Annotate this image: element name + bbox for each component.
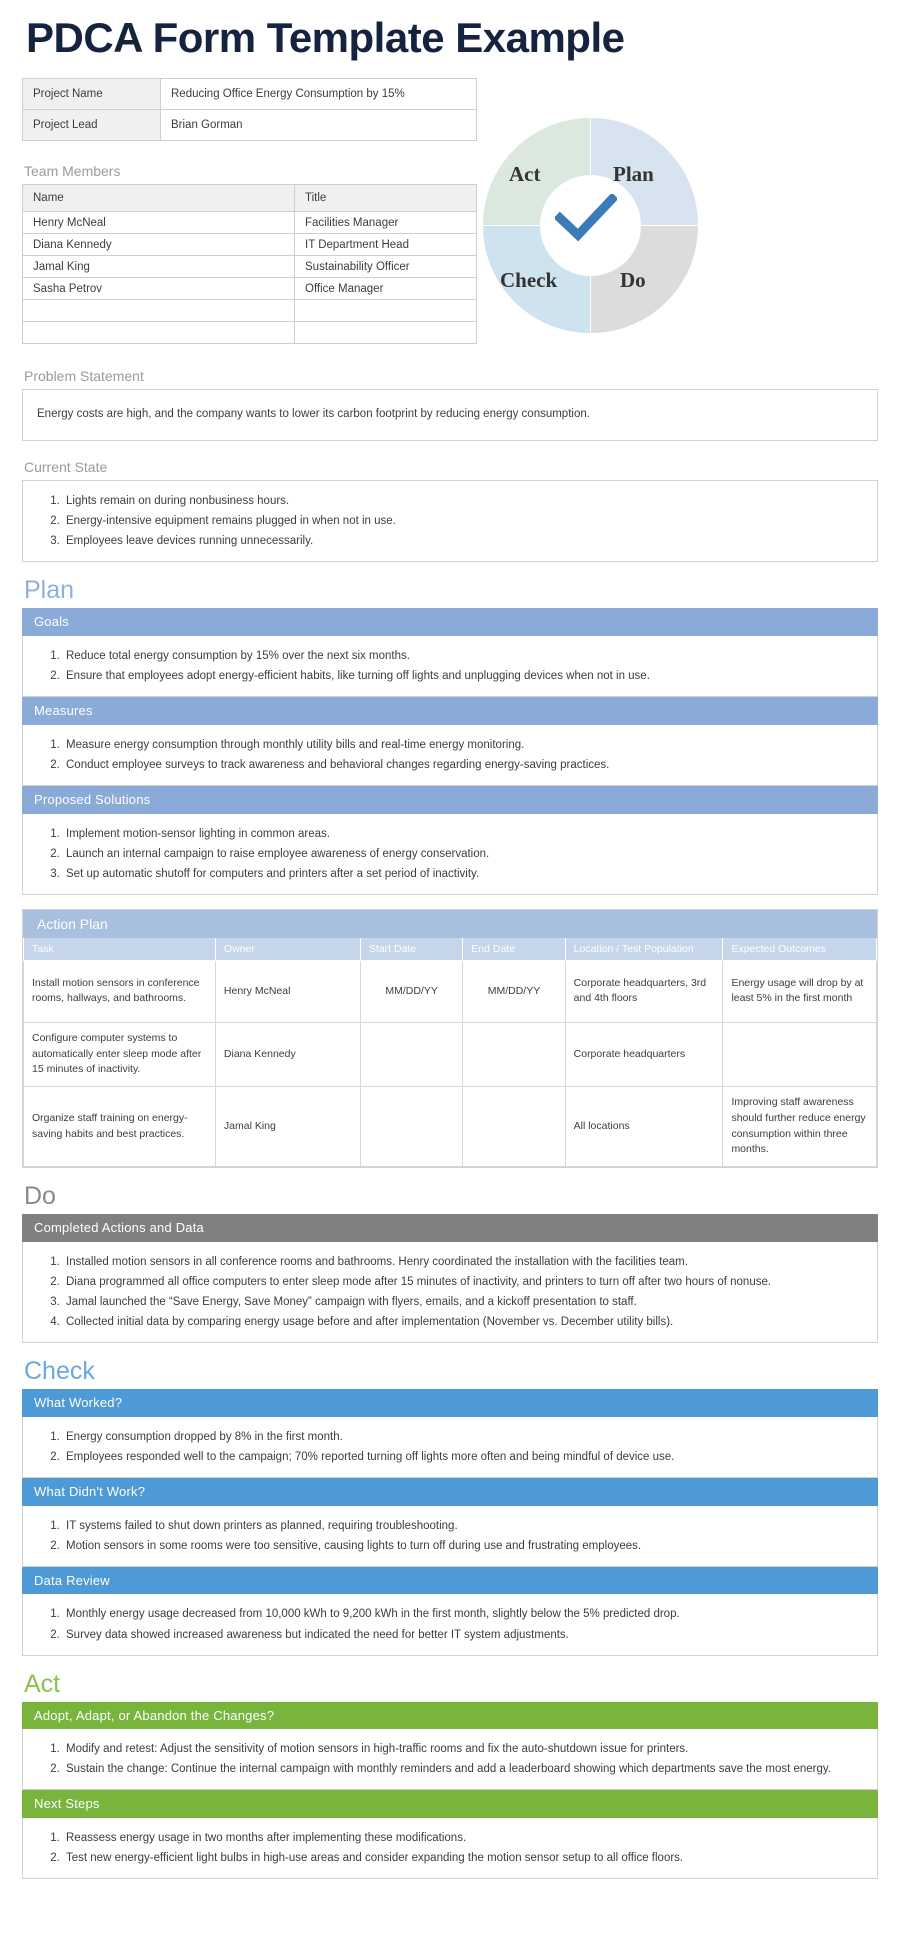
list-item: 2. Survey data showed increased awareness but indicated the need for better IT system adjustments.	[63, 1625, 863, 1645]
section-bar-what-worked: What Worked?	[22, 1389, 878, 1417]
project-lead-label: Project Lead	[23, 110, 161, 141]
measures-list	[37, 735, 863, 775]
table-row	[23, 234, 477, 256]
table-header-row	[24, 938, 877, 961]
next-steps-list	[37, 1828, 863, 1868]
current-state-list	[37, 491, 863, 551]
wheel-label-do: Do	[620, 268, 646, 292]
table-row	[23, 256, 477, 278]
list-item: 1. Monthly energy usage decreased from 10,000 kWh to 9,200 kWh in the first month, slightly below the 5% predicted drop.	[63, 1604, 863, 1624]
table-row	[23, 322, 477, 344]
list-item: 1. Implement motion-sensor lighting in common areas.	[63, 824, 863, 844]
column-header-end-date: End Date	[463, 938, 565, 961]
section-bar-completed-actions: Completed Actions and Data	[22, 1214, 878, 1242]
list-item: 2. Energy-intensive equipment remains plugged in when not in use.	[63, 511, 863, 531]
cell-start-date[interactable]	[360, 1087, 462, 1167]
completed-actions-list	[37, 1252, 863, 1333]
member-name[interactable]: Sasha Petrov	[23, 278, 295, 300]
list-item: 3. Jamal launched the “Save Energy, Save Money” campaign with flyers, emails, and a kickoff presentation to staff.	[63, 1292, 863, 1312]
pdca-wheel-diagram	[483, 118, 698, 333]
cell-task[interactable]: Configure computer systems to automatically enter sleep mode after 15 minutes of inactivity.	[24, 1022, 216, 1086]
column-header-owner: Owner	[215, 938, 360, 961]
cell-start-date[interactable]: MM/DD/YY	[360, 960, 462, 1022]
table-row	[23, 278, 477, 300]
column-header-task: Task	[24, 938, 216, 961]
list-item: 3. Employees leave devices running unnecessarily.	[63, 531, 863, 551]
cell-location[interactable]: Corporate headquarters	[565, 1022, 723, 1086]
next-steps-box[interactable]	[22, 1818, 878, 1879]
what-worked-box[interactable]	[22, 1417, 878, 1478]
adopt-adapt-abandon-list	[37, 1739, 863, 1779]
list-item: 2. Conduct employee surveys to track awareness and behavioral changes regarding energy-saving practices.	[63, 755, 863, 775]
cell-owner[interactable]: Jamal King	[215, 1087, 360, 1167]
member-title[interactable]: IT Department Head	[295, 234, 477, 256]
cell-outcome[interactable]: Improving staff awareness should further reduce energy consumption within three months.	[723, 1087, 877, 1167]
cell-location[interactable]: All locations	[565, 1087, 723, 1167]
list-item: 2. Launch an internal campaign to raise employee awareness of energy conservation.	[63, 844, 863, 864]
member-name[interactable]	[23, 322, 295, 344]
list-item: 2. Ensure that employees adopt energy-efficient habits, like turning off lights and unplugging devices when not in use.	[63, 666, 863, 686]
cell-owner[interactable]: Henry McNeal	[215, 960, 360, 1022]
column-header-expected-outcomes: Expected Outcomes	[723, 938, 877, 961]
cell-end-date[interactable]	[463, 1022, 565, 1086]
member-title[interactable]	[295, 322, 477, 344]
data-review-list	[37, 1604, 863, 1644]
cell-outcome[interactable]: Energy usage will drop by at least 5% in the first month	[723, 960, 877, 1022]
member-name[interactable]: Henry McNeal	[23, 212, 295, 234]
wheel-label-act: Act	[509, 162, 541, 186]
what-didnt-work-list	[37, 1516, 863, 1556]
current-state-box[interactable]	[22, 480, 878, 562]
page-title: PDCA Form Template Example	[26, 14, 625, 61]
table-row	[23, 79, 477, 110]
table-header-row	[23, 185, 477, 212]
column-header-name: Name	[23, 185, 295, 212]
phase-heading-do: Do	[24, 1182, 56, 1211]
member-title[interactable]: Facilities Manager	[295, 212, 477, 234]
list-item: 2. Test new energy-efficient light bulbs in high-use areas and consider expanding the motion sensor setup to all office floors.	[63, 1848, 863, 1868]
goals-box[interactable]	[22, 636, 878, 697]
measures-box[interactable]	[22, 725, 878, 786]
column-header-title: Title	[295, 185, 477, 212]
list-item: 1. Reassess energy usage in two months after implementing these modifications.	[63, 1828, 863, 1848]
project-lead-value[interactable]: Brian Gorman	[161, 110, 477, 141]
action-plan-table-wrapper	[22, 909, 878, 1168]
section-bar-what-didnt-work: What Didn't Work?	[22, 1478, 878, 1506]
phase-heading-plan: Plan	[24, 576, 75, 605]
current-state-label: Current State	[24, 459, 108, 476]
team-members-table	[22, 184, 477, 344]
column-header-start-date: Start Date	[360, 938, 462, 961]
wheel-label-plan: Plan	[613, 162, 654, 186]
what-worked-list	[37, 1427, 863, 1467]
cell-end-date[interactable]: MM/DD/YY	[463, 960, 565, 1022]
adopt-adapt-abandon-box[interactable]	[22, 1729, 878, 1790]
section-bar-goals: Goals	[22, 608, 878, 636]
problem-statement-text: Energy costs are high, and the company wants to lower its carbon footprint by reducing energy consumption.	[37, 408, 590, 421]
column-header-location: Location / Test Population	[565, 938, 723, 961]
section-bar-adopt-adapt-abandon: Adopt, Adapt, or Abandon the Changes?	[22, 1702, 878, 1730]
project-name-label: Project Name	[23, 79, 161, 110]
list-item: 1. IT systems failed to shut down printers as planned, requiring troubleshooting.	[63, 1516, 863, 1536]
list-item: 3. Set up automatic shutoff for computers and printers after a set period of inactivity.	[63, 864, 863, 884]
action-plan-table	[23, 938, 877, 1167]
team-members-label: Team Members	[24, 163, 121, 180]
list-item: 1. Energy consumption dropped by 8% in the first month.	[63, 1427, 863, 1447]
list-item: 2. Sustain the change: Continue the internal campaign with monthly reminders and add a leaderboard showing which departments save the most energy.	[63, 1759, 863, 1779]
section-bar-data-review: Data Review	[22, 1567, 878, 1595]
what-didnt-work-box[interactable]	[22, 1506, 878, 1567]
cell-task[interactable]: Install motion sensors in conference rooms, hallways, and bathrooms.	[24, 960, 216, 1022]
member-title[interactable]: Office Manager	[295, 278, 477, 300]
list-item: 1. Installed motion sensors in all conference rooms and bathrooms. Henry coordinated the installation with the facilities team.	[63, 1252, 863, 1272]
cell-task[interactable]: Organize staff training on energy-saving habits and best practices.	[24, 1087, 216, 1167]
cell-outcome[interactable]	[723, 1022, 877, 1086]
problem-statement-label: Problem Statement	[24, 368, 144, 385]
goals-list	[37, 646, 863, 686]
table-row	[23, 300, 477, 322]
list-item: 4. Collected initial data by comparing energy usage before and after implementation (November vs. December utility bills).	[63, 1312, 863, 1332]
list-item: 2. Employees responded well to the campaign; 70% reported turning off lights more often and being mindful of device use.	[63, 1447, 863, 1467]
cell-owner[interactable]: Diana Kennedy	[215, 1022, 360, 1086]
section-bar-measures: Measures	[22, 697, 878, 725]
table-row	[23, 110, 477, 141]
check-mark-icon	[555, 194, 617, 242]
member-title[interactable]	[295, 300, 477, 322]
cell-end-date[interactable]	[463, 1087, 565, 1167]
table-row	[24, 1022, 877, 1086]
list-item: 1. Reduce total energy consumption by 15% over the next six months.	[63, 646, 863, 666]
list-item: 1. Measure energy consumption through monthly utility bills and real-time energy monitoring.	[63, 735, 863, 755]
table-row	[24, 960, 877, 1022]
list-item: 2. Motion sensors in some rooms were too sensitive, causing lights to turn off during use and frustrating employees.	[63, 1536, 863, 1556]
proposed-solutions-list	[37, 824, 863, 884]
member-title[interactable]: Sustainability Officer	[295, 256, 477, 278]
phase-heading-check: Check	[24, 1357, 95, 1386]
completed-actions-box[interactable]	[22, 1242, 878, 1344]
member-name[interactable]	[23, 300, 295, 322]
project-name-value[interactable]: Reducing Office Energy Consumption by 15%	[161, 79, 477, 110]
table-row	[23, 212, 477, 234]
project-info-table	[22, 78, 477, 141]
wheel-label-check: Check	[500, 268, 558, 292]
problem-statement-box[interactable]	[22, 389, 878, 441]
list-item: 1. Lights remain on during nonbusiness hours.	[63, 491, 863, 511]
table-row	[24, 1087, 877, 1167]
action-plan-title: Action Plan	[23, 910, 877, 938]
cell-start-date[interactable]	[360, 1022, 462, 1086]
list-item: 2. Diana programmed all office computers to enter sleep mode after 15 minutes of inactivity, and printers to turn off after two hours of nonuse.	[63, 1272, 863, 1292]
cell-location[interactable]: Corporate headquarters, 3rd and 4th floors	[565, 960, 723, 1022]
section-bar-next-steps: Next Steps	[22, 1790, 878, 1818]
phase-heading-act: Act	[24, 1669, 61, 1698]
data-review-box[interactable]	[22, 1594, 878, 1655]
section-bar-proposed-solutions: Proposed Solutions	[22, 786, 878, 814]
member-name[interactable]: Jamal King	[23, 256, 295, 278]
proposed-solutions-box[interactable]	[22, 814, 878, 895]
member-name[interactable]: Diana Kennedy	[23, 234, 295, 256]
list-item: 1. Modify and retest: Adjust the sensitivity of motion sensors in high-traffic rooms and fix the auto-shutdown issue for printers.	[63, 1739, 863, 1759]
